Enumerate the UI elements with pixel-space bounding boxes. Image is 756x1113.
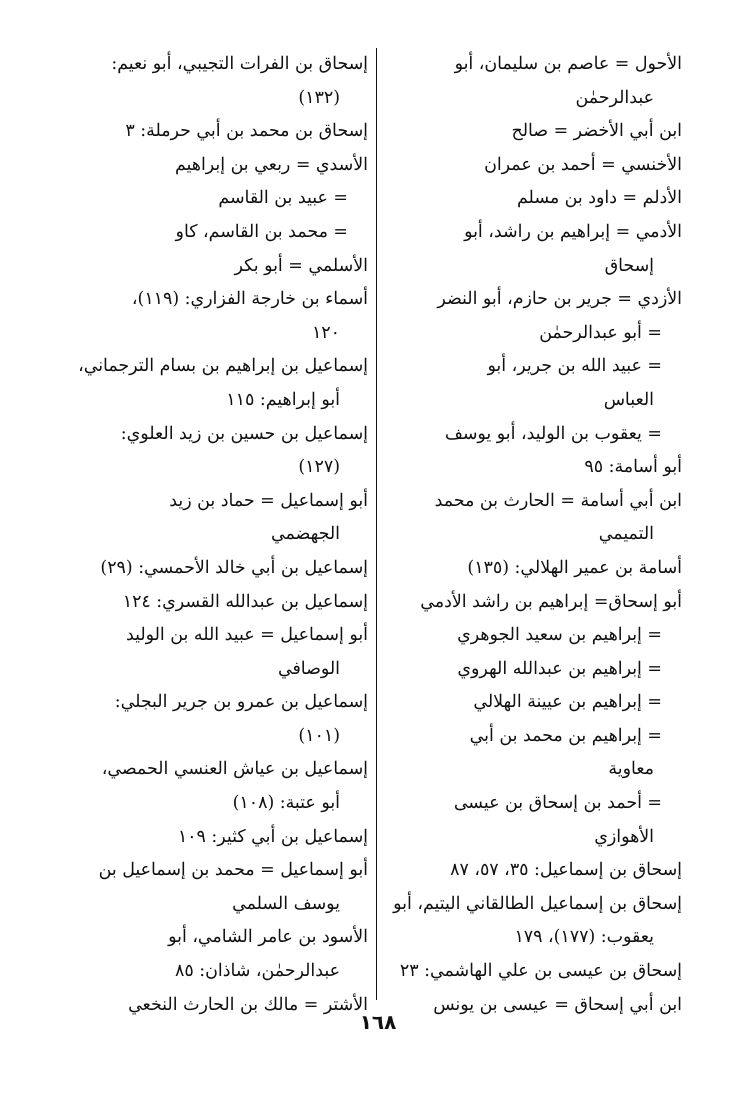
index-entry [70, 686, 368, 753]
index-entry-text: = إبراهيم بن عيينة الهلالي [473, 692, 662, 713]
index-entry [384, 216, 682, 283]
index-entry [70, 115, 368, 149]
index-entry-text: إسماعيل بن عياش العنسي الحمصي، [101, 759, 368, 780]
index-entry-continuation: عبدالرحمٰن، شاذان: ٨٥ [175, 961, 340, 982]
index-entry-text: أبو إسماعيل = محمد بن إسماعيل بن [98, 860, 368, 881]
index-entry-text: إسماعيل بن إبراهيم بن بسام الترجماني، [78, 356, 368, 377]
index-entry [384, 485, 682, 552]
index-entry [70, 552, 368, 586]
index-entry-text: أبو إسماعيل = حماد بن زيد [169, 490, 368, 511]
index-entry-text: = إبراهيم بن محمد بن أبي [469, 725, 662, 746]
index-entry-text: إسحاق بن محمد بن أبي حرملة: ٣ [125, 121, 368, 142]
index-entry-continuation: يعقوب: (١٧٧)، ١٧٩ [514, 927, 654, 948]
index-entry-text: الأشتر = مالك بن الحارث النخعي [128, 994, 368, 1015]
index-entry-continuation: عبدالرحمٰن [575, 87, 654, 108]
index-entry [384, 350, 682, 417]
index-entry-text: ابن أبي إسحاق = عيسى بن يونس [433, 994, 682, 1015]
index-entry-text: الأخنسي = أحمد بن عمران [484, 154, 682, 175]
index-entry [384, 317, 682, 351]
index-entry-text: أبو إسحاق= إبراهيم بن راشد الأدمي [420, 591, 682, 612]
index-entry [70, 586, 368, 620]
index-entry [70, 149, 368, 183]
index-entry [70, 619, 368, 686]
index-entry-text: الأسود بن عامر الشامي، أبو [168, 927, 368, 948]
index-entry-text: أبو أسامة: ٩٥ [584, 457, 682, 478]
index-entry [70, 48, 368, 115]
index-entry [384, 854, 682, 888]
index-entry-text: = أبو عبدالرحمٰن [539, 322, 662, 343]
index-entry-text: = محمد بن القاسم، كاو [175, 221, 348, 242]
index-entry-continuation: يوسف السلمي [232, 893, 340, 914]
index-entry [384, 686, 682, 720]
index-entry [384, 182, 682, 216]
index-entry-text: = عبيد بن القاسم [218, 188, 348, 209]
index-entry-text: إسحاق بن الفرات التجيبي، أبو نعيم: [111, 54, 368, 74]
index-entry-text: = يعقوب بن الوليد، أبو يوسف [444, 423, 662, 444]
index-entry-text: إسماعيل بن أبي كثير: ١٠٩ [177, 826, 368, 847]
index-entry [70, 182, 368, 216]
index-entry-text: إسحاق بن عيسى بن علي الهاشمي: ٢٣ [399, 961, 682, 982]
index-entry-continuation: (١٣٢) [298, 87, 340, 108]
index-entry [70, 350, 368, 417]
index-entry-continuation: ١٢٠ [311, 322, 340, 343]
index-entry [70, 485, 368, 552]
index-entry [384, 586, 682, 620]
index-entry [384, 418, 682, 452]
index-entry [384, 955, 682, 989]
index-entry [384, 619, 682, 653]
index-entry-continuation: (١٢٧) [298, 457, 340, 478]
page-number: ١٦٨ [359, 1010, 397, 1034]
index-entry-continuation: الوصافي [278, 658, 340, 679]
index-entry [70, 921, 368, 988]
index-entry [384, 720, 682, 787]
index-entry-text: = عبيد الله بن جرير، أبو [487, 356, 662, 377]
index-entry-text: إسماعيل بن عمرو بن جرير البجلي: [114, 692, 368, 713]
index-entry-text: أسامة بن عمير الهلالي: (١٣٥) [467, 557, 682, 578]
index-entry-continuation: إسحاق [604, 255, 654, 276]
index-entry-text: ابن أبي الأخضر = صالح [511, 121, 682, 142]
index-entry-continuation: الجهضمي [270, 524, 340, 545]
index-entry-continuation: (١٠١) [298, 725, 340, 746]
index-entry-text: الأدلم = داود بن مسلم [516, 188, 682, 209]
index-entry-text: إسماعيل بن عبدالله القسري: ١٢٤ [122, 591, 368, 612]
index-entry-text: إسحاق بن إسماعيل: ٣٥، ٥٧، ٨٧ [450, 860, 682, 881]
index-entry [384, 115, 682, 149]
index-entry [70, 250, 368, 284]
index-entry-text: أبو إسماعيل = عبيد الله بن الوليد [125, 625, 368, 646]
index-entry [70, 418, 368, 485]
right-column [384, 48, 682, 1015]
index-entry-text: الأسلمي = أبو بكر [234, 255, 368, 276]
index-entry [70, 821, 368, 855]
index-entry-text: ابن أبي أسامة = الحارث بن محمد [434, 490, 682, 511]
index-entry [384, 787, 682, 854]
index-entry-text: إسماعيل بن أبي خالد الأحمسي: (٢٩) [100, 557, 368, 578]
index-entry-text: الأدمي = إبراهيم بن راشد، أبو [464, 221, 682, 242]
index-entry [384, 451, 682, 485]
index-entry-continuation: أبو إبراهيم: ١١٥ [226, 389, 340, 410]
index-entry-continuation: العباس [603, 389, 654, 410]
index-entry [70, 753, 368, 820]
index-entry-continuation: أبو عتبة: (١٠٨) [232, 793, 340, 814]
index-entry [384, 552, 682, 586]
index-entry-text: إسحاق بن إسماعيل الطالقاني اليتيم، أبو [393, 893, 682, 914]
index-entry-continuation: الأهوازي [594, 826, 654, 847]
index-entry-text: الأزدي = جرير بن حازم، أبو النضر [437, 289, 682, 310]
index-entry-text: الأحول = عاصم بن سليمان، أبو [454, 54, 682, 74]
column-divider [376, 48, 377, 1000]
index-entry-text: = إبراهيم بن عبدالله الهروي [457, 658, 662, 679]
index-entry [70, 854, 368, 921]
index-entry [384, 283, 682, 317]
index-entry-text: الأسدي = ربعي بن إبراهيم [174, 154, 368, 175]
index-entry [384, 653, 682, 687]
index-entry-text: = أحمد بن إسحاق بن عيسى [453, 793, 662, 814]
index-entry-continuation: التميمي [598, 524, 654, 545]
index-entry [70, 216, 368, 250]
index-entry [384, 888, 682, 955]
left-column [70, 48, 368, 1015]
index-entry [384, 149, 682, 183]
index-entry-text: إسماعيل بن حسين بن زيد العلوي: [120, 423, 368, 444]
index-entry-continuation: معاوية [608, 759, 654, 780]
index-page [70, 48, 682, 1015]
index-entry [384, 48, 682, 115]
index-entry-text: = إبراهيم بن سعيد الجوهري [457, 625, 662, 646]
index-entry [70, 283, 368, 350]
index-entry-text: أسماء بن خارجة الفزاري: (١١٩)، [131, 289, 368, 310]
